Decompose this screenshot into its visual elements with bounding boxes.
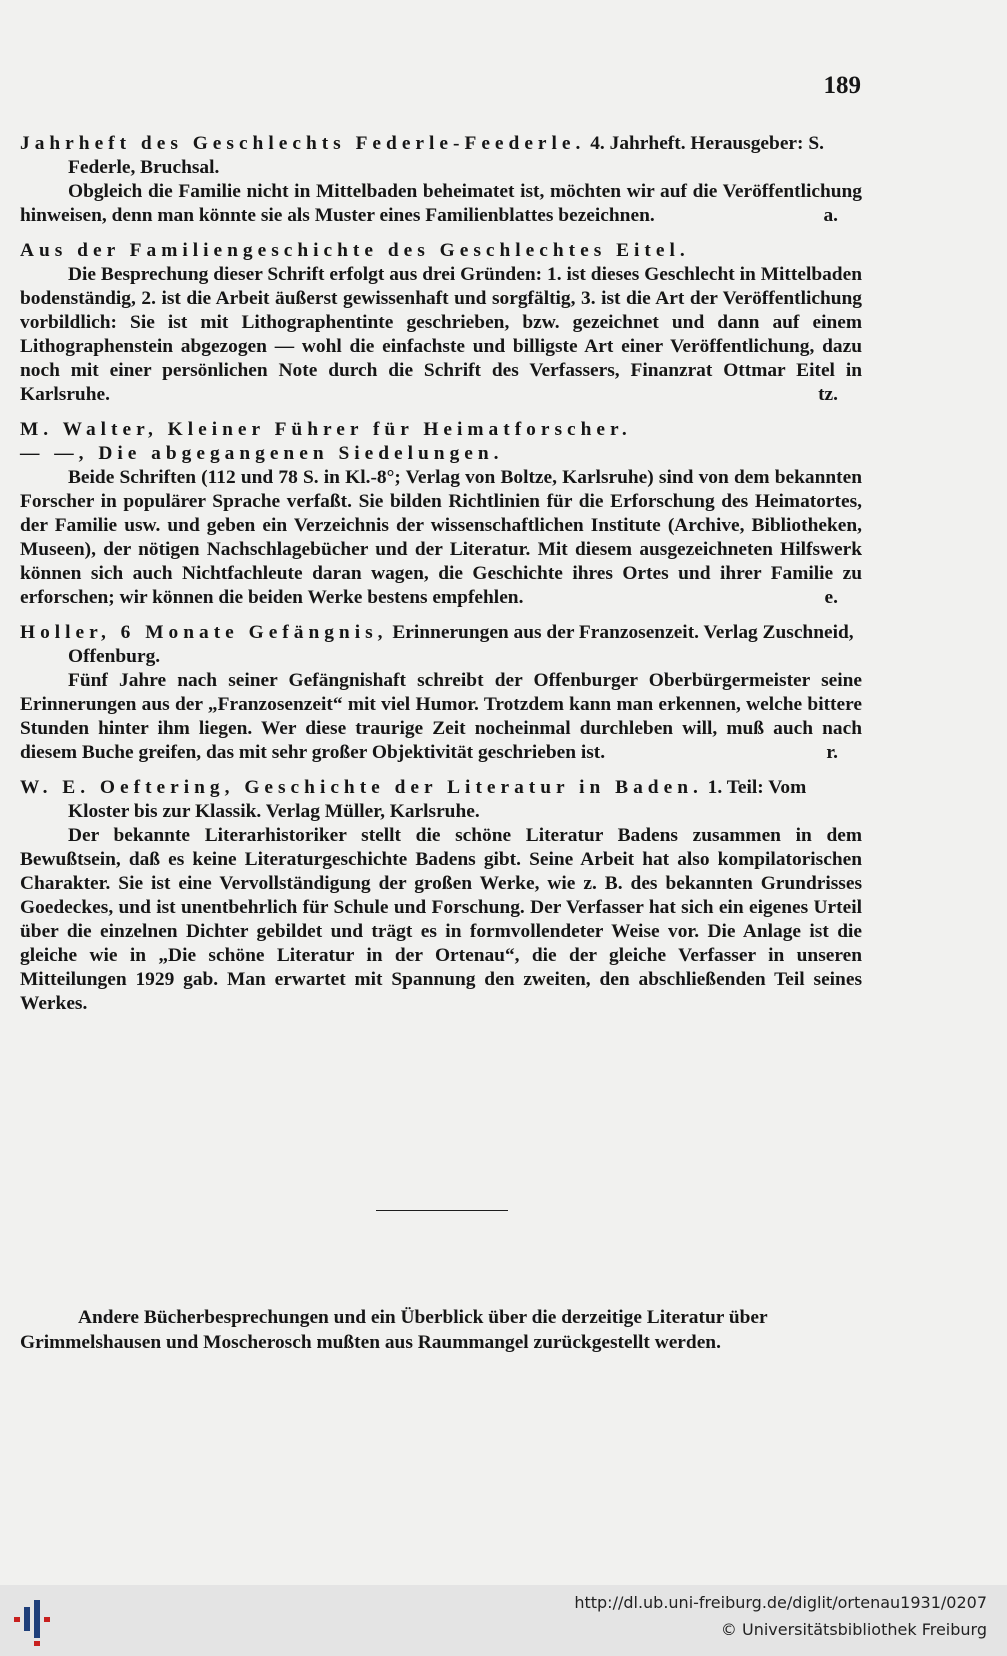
review-heading <box>20 239 862 263</box>
review-title: Jahrheft des Geschlechts Federle-Feederle. <box>20 133 586 154</box>
source-url-link[interactable]: http://dl.ub.uni-freiburg.de/diglit/ortenau1931/0207 <box>574 1593 987 1612</box>
review-text: Der bekannte Literarhistoriker stellt die schöne Literatur Badens zusammen in dem Bewußtsein, daß es keine Literaturgeschichte Badens gibt. Seine Arbeit hat also kompilatorischen Charakter. Sie ist eine Vervollständigung der großen Werke, wie z. B. des bekannten Grundrisses Goedeckes, und ist unentbehrlich für Schule und Forschung. Der Verfasser hat sich ein eigenes Urteil über die einzelnen Dichter gebildet und trägt es in formvollendeter Weise vor. Die Anlage ist die gleiche wie in „Die schöne Literatur in der Ortenau“, die der gleiche Verfasser in unseren Mitteilungen 1929 gab. Man erwartet mit Spannung den zweiten, den abschließenden Teil seines Werkes. <box>20 825 862 1014</box>
review-list <box>20 132 862 1027</box>
copyright-text: © Universitätsbibliothek Freiburg <box>720 1620 987 1639</box>
review-entry <box>20 132 862 228</box>
reviewer-initial: a. <box>823 205 838 226</box>
review-body <box>20 824 862 1016</box>
reviewer-initial: tz. <box>818 384 838 405</box>
reviewer-initial: e. <box>824 587 838 608</box>
review-title: Aus der Familiengeschichte des Geschlechtes Eitel. <box>20 240 690 261</box>
review-heading <box>20 132 862 180</box>
review-text: Obgleich die Familie nicht in Mittelbaden beheimatet ist, möchten wir auf die Veröffentlichung hinweisen, denn man könnte sie als Muster eines Familienblattes bezeichnen. <box>20 181 862 226</box>
closing-notice: Andere Bücherbesprechungen und ein Überblick über die derzeitige Literatur über Grimmelshausen und Moscherosch mußten aus Raummangel zurückgestellt werden. <box>20 1307 768 1353</box>
review-heading <box>20 621 862 669</box>
library-footer <box>0 1585 1007 1656</box>
review-publication-info: Erinnerungen aus der Franzosenzeit. Verlag Zuschneid, Offenburg. <box>68 622 854 667</box>
review-title: W. E. Oeftering, Geschichte der Literatur in Baden. <box>20 777 703 798</box>
review-heading <box>20 776 862 824</box>
reviewer-initial: r. <box>826 742 838 763</box>
review-text: Fünf Jahre nach seiner Gefängnishaft schreibt der Offenburger Oberbürgermeister seine Erinnerungen aus der „Franzosenzeit“ mit viel Humor. Trotzdem kann man erkennen, welche bittere Stunden hinter ihm liegen. Wer diese traurige Zeit nocheinmal durchleben will, muß auch nach diesem Buche greifen, das mit sehr großer Objektivität geschrieben ist. <box>20 670 862 763</box>
review-entry <box>20 239 862 407</box>
review-heading <box>20 418 862 442</box>
library-logo-icon <box>10 1595 66 1647</box>
page-number: 189 <box>823 72 861 99</box>
review-entry <box>20 418 862 610</box>
review-title: Holler, 6 Monate Gefängnis, <box>20 622 388 643</box>
review-text: Beide Schriften (112 und 78 S. in Kl.-8°; Verlag von Boltze, Karlsruhe) sind von dem bekannten Forscher in populärer Sprache verfaßt. Sie bilden Richtlinien für die Erforschung des Heimatortes, der Familie usw. und geben ein Verzeichnis der wissenschaftlichen Institute (Archive, Bibliotheken, Museen), der nötigen Nachschlagebücher und der Literatur. Mit diesem ausgezeichneten Hilfswerk können sich auch Nichtfachleute daran wagen, die Geschichte ihres Ortes und ihrer Familie zu erforschen; wir können die beiden Werke bestens empfehlen. <box>20 467 862 608</box>
review-entry <box>20 621 862 765</box>
section-divider <box>376 1210 508 1211</box>
review-entry <box>20 776 862 1016</box>
review-heading-second <box>20 442 862 466</box>
review-title-second: — —, Die abgegangenen Siedelungen. <box>20 443 504 464</box>
review-body <box>20 263 862 407</box>
review-body <box>20 466 862 610</box>
review-publication-info: 1. Teil: Vom Kloster bis zur Klassik. Verlag Müller, Karlsruhe. <box>68 777 807 822</box>
review-body <box>20 669 862 765</box>
review-body <box>20 180 862 228</box>
review-text: Die Besprechung dieser Schrift erfolgt aus drei Gründen: 1. ist dieses Geschlecht in Mittelbaden bodenständig, 2. ist die Arbeit äußerst gewissenhaft und sorgfältig, 3. ist die Art der Veröffentlichung vorbildlich: Sie ist mit Lithographentinte geschrieben, bzw. gezeichnet und dann auf einem Lithographenstein abgezogen — wohl die einfachste und billigste Art einer Veröffentlichung, dazu noch mit einer persönlichen Note durch die Schrift des Verfassers, Finanzrat Ottmar Eitel in Karlsruhe. <box>20 264 862 405</box>
review-publication-info: 4. Jahrheft. Herausgeber: S. Federle, Bruchsal. <box>68 133 824 178</box>
review-title: M. Walter, Kleiner Führer für Heimatforscher. <box>20 419 632 440</box>
